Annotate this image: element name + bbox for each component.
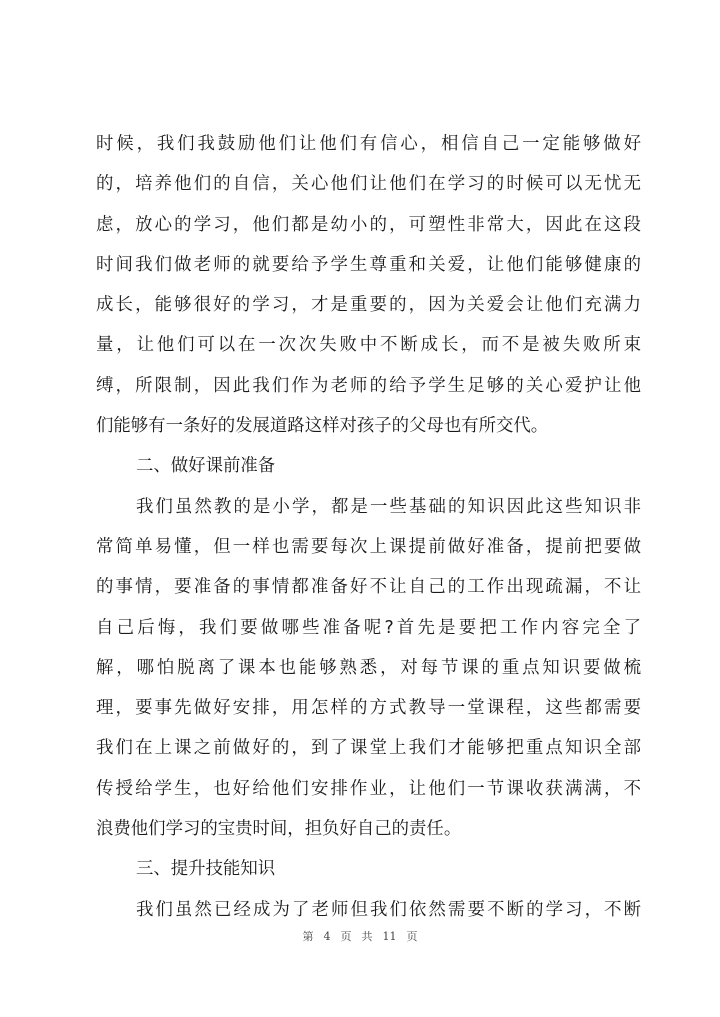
footer-page-number: 4 bbox=[323, 930, 331, 943]
section-heading: 三、提升技能知识 bbox=[136, 859, 276, 880]
paragraph-line: 我们虽然已经成为了老师但我们依然需要不断的学习，不断 bbox=[136, 899, 641, 920]
footer-total-pages: 11 bbox=[382, 930, 397, 943]
paragraph-line: 量，让他们可以在一次次失败中不断成长，而不是被失败所束 bbox=[96, 335, 641, 356]
paragraph-line: 缚，所限制，因此我们作为老师的给予学生足够的关心爱护让他 bbox=[96, 375, 641, 396]
footer-gong: 共 bbox=[361, 930, 373, 943]
section-heading: 二、做好课前准备 bbox=[136, 456, 276, 477]
paragraph-line: 虑，放心的学习，他们都是幼小的，可塑性非常大，因此在这段 bbox=[96, 214, 641, 235]
paragraph-line: 浪费他们学习的宝贵时间，担负好自己的责任。 bbox=[96, 819, 462, 840]
page-footer bbox=[0, 928, 720, 944]
paragraph-line: 成长，能够很好的学习，才是重要的，因为关爱会让他们充满力 bbox=[96, 295, 641, 316]
paragraph-line: 自己后悔，我们要做哪些准备呢?首先是要把工作内容完全了 bbox=[96, 617, 641, 638]
paragraph-line: 我们虽然教的是小学，都是一些基础的知识因此这些知识非 bbox=[136, 496, 641, 517]
paragraph-line: 的，培养他们的自信，关心他们让他们在学习的时候可以无忧无 bbox=[96, 174, 641, 195]
paragraph-line: 解，哪怕脱离了课本也能够熟悉，对每节课的重点知识要做梳 bbox=[96, 657, 641, 678]
footer-ye: 页 bbox=[340, 930, 352, 943]
paragraph-line: 传授给学生，也好给他们安排作业，让他们一节课收获满满，不 bbox=[96, 778, 641, 799]
paragraph-line: 时间我们做老师的就要给予学生尊重和关爱，让他们能够健康的 bbox=[96, 254, 641, 275]
paragraph-line: 常简单易懂，但一样也需要每次上课提前做好准备，提前把要做 bbox=[96, 536, 641, 557]
footer-di: 第 bbox=[302, 930, 314, 943]
paragraph-line: 我们在上课之前做好的，到了课堂上我们才能够把重点知识全部 bbox=[96, 738, 641, 759]
paragraph-line: 们能够有一条好的发展道路这样对孩子的父母也有所交代。 bbox=[96, 416, 549, 437]
document-body bbox=[96, 124, 641, 930]
paragraph-line: 理，要事先做好安排，用怎样的方式教导一堂课程，这些都需要 bbox=[96, 698, 641, 719]
paragraph-line: 的事情，要准备的事情都准备好不让自己的工作出现疏漏，不让 bbox=[96, 577, 641, 598]
footer-ye2: 页 bbox=[406, 930, 418, 943]
paragraph-line: 时候，我们我鼓励他们让他们有信心，相信自己一定能够做好 bbox=[96, 134, 641, 154]
